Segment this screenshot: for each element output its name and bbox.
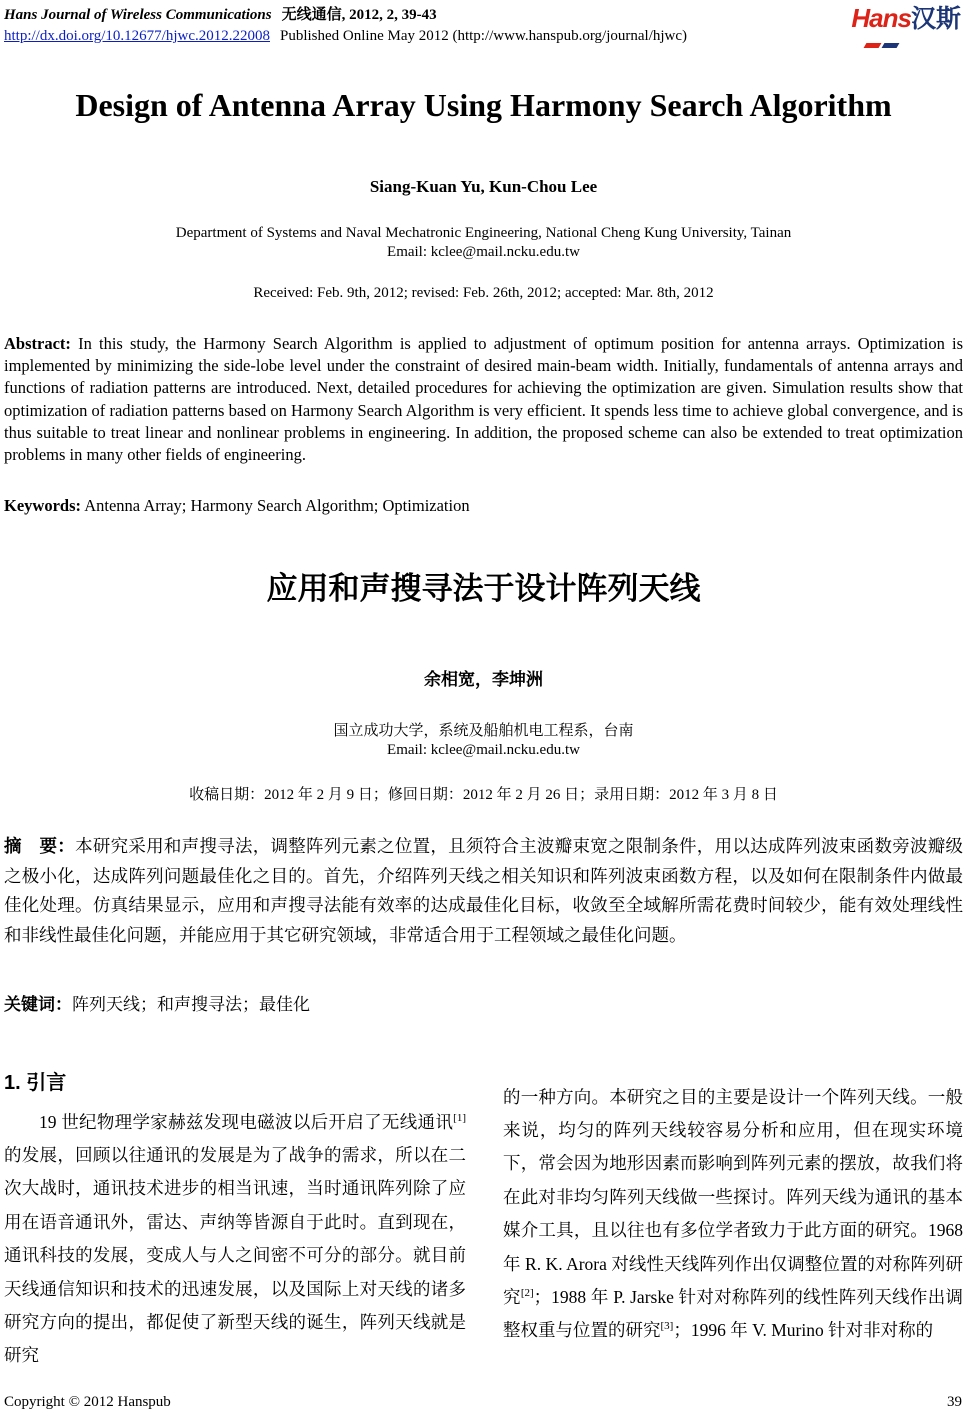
published-note: Published Online May 2012 (http://www.hanspub.org/journal/hjwc): [279, 28, 688, 44]
keywords-text: Antenna Array; Harmony Search Algorithm; Optimization: [81, 496, 470, 516]
paper-title-en: Design of Antenna Array Using Harmony Search Algorithm: [75, 87, 892, 123]
doi-line: [4, 26, 687, 47]
intro-text-segment: 的一种方向。本研究之目的主要是设计一个阵列天线。一般来说，均匀的阵列天线较容易分析和应用，但在现实环境下，常会因为地形因素而影响到阵列元素的摆放，故我们将在此对非均匀阵列天线做一些探讨。阵列天线为通讯的基本媒介工具，且以往也有多位学者致力于此方面的研究。1968 年 R. K. Arora 对线性天线阵列作出仅调整位置的对称阵列研究: [503, 1086, 963, 1308]
intro-text-segment: ；1996 年 V. Murino 针对非对称的: [673, 1320, 934, 1341]
received-dates-cn: 收稿日期：2012 年 2 月 9 日；修回日期：2012 年 2 月 26 日；录用日期：2012 年 3 月 8 日: [189, 787, 778, 804]
abstract-cn-text: 本研究采用和声搜寻法，调整阵列元素之位置，且须符合主波瓣束宽之限制条件，用以达成阵列波束函数旁波瓣级之极小化，达成阵列问题最佳化之目的。首先，介绍阵列天线之相关知识和阵列波束函数方程，以及如何在限制条件内做最佳化处理。仿真结果显示，应用和声搜寻法能有效率的达成最佳化目标，收敛至全域解所需花费时间较少，能有效处理线性和非线性最佳化问题，并能应用于其它研究领域，非常适合用于工程领域之最佳化问题。: [4, 836, 964, 945]
page-footer: [4, 1394, 962, 1411]
affiliation-en: Department of Systems and Naval Mechatronic Engineering, National Cheng Kung University, Tainan: [175, 225, 792, 241]
reference-2-marker: [2]: [520, 1287, 534, 1300]
keywords-cn: [4, 990, 963, 1015]
keywords-en: [4, 496, 963, 516]
hans-logo: [851, 5, 963, 36]
email-en: Email: kclee@mail.ncku.edu.tw: [387, 244, 580, 260]
journal-info: [4, 5, 687, 47]
paper-title-cn: 应用和声搜寻法于设计阵列天线: [266, 571, 701, 607]
keywords-label: Keywords:: [4, 496, 81, 516]
section-1-heading: 1. 引言: [4, 1071, 67, 1094]
section-1-paragraph-right: [503, 1081, 963, 1348]
keywords-cn-text: 阵列天线；和声搜寻法；最佳化: [72, 994, 310, 1014]
intro-text-segment: ；1988 年 P. Jarske 针对对称阵列的线性阵列天线作出调整权重与位置的研究: [503, 1287, 964, 1341]
abstract-cn-label: 摘 要：: [4, 836, 76, 857]
section-1-paragraph-left: [4, 1106, 466, 1373]
blue-slash-mark: [882, 43, 900, 48]
intro-text-segment: 的发展，回顾以往通讯的发展是为了战争的需求，所以在二次大战时，通讯技术进步的相当讯速，当时通讯阵列除了应用在语音通讯外，雷达、声纳等皆源自于此时。直到现在，通讯科技的发展，变成人与人之间密不可分的部分。就目前天线通信知识和技术的迅速发展，以及国际上对天线的诸多研究方向的提出，都促使了新型天线的诞生，阵列天线就是研究: [4, 1145, 466, 1366]
hans-logo-marks: [865, 31, 901, 37]
abstract-label: Abstract:: [4, 334, 71, 353]
reference-3-marker: [3]: [660, 1320, 674, 1333]
received-dates-en: Received: Feb. 9th, 2012; revised: Feb. 26th, 2012; accepted: Mar. 8th, 2012: [253, 285, 714, 301]
affiliation-cn: 国立成功大学，系统及船舶机电工程系，台南: [333, 723, 634, 740]
reference-1-marker: [1]: [453, 1111, 466, 1124]
authors-cn: 余相宽，李坤洲: [424, 670, 543, 690]
right-column: [503, 1066, 963, 1373]
abstract-text: In this study, the Harmony Search Algorithm is applied to adjustment of optimum position for antenna arrays. Optimization is implemented by minimizing the side-lobe level under the constraint of desired main-beam width. Initially, fundamentals of antenna arrays and functions of radiation patterns are introduced. Next, detailed procedures for achieving the optimization are given. Simulation results show that optimization of radiation patterns based on Harmony Search Algorithm is very efficient. It spends less time to achieve global convergence, and is thus suitable to treat linear and nonlinear problems in engineering. In addition, the proposed scheme can also be extended to treat optimization problems in many other fields of engineering.: [4, 334, 963, 465]
journal-title-en: Hans Journal of Wireless Communications: [4, 7, 272, 23]
doi-link[interactable]: http://dx.doi.org/10.12677/hjwc.2012.22008: [4, 28, 270, 44]
left-column: [4, 1066, 466, 1373]
keywords-cn-label: 关键词：: [4, 994, 72, 1014]
hans-logo-latin: Hans: [851, 3, 911, 33]
hans-logo-hanzi: 汉斯: [910, 5, 961, 33]
journal-title-line: [4, 5, 687, 26]
body-columns: [4, 1066, 963, 1373]
page-header: [4, 5, 963, 47]
abstract-cn: [4, 832, 963, 950]
email-cn: Email: kclee@mail.ncku.edu.tw: [387, 742, 580, 759]
abstract-en: [4, 333, 963, 466]
page-number: 39: [947, 1394, 962, 1410]
column-gap: [466, 1066, 503, 1373]
intro-text-segment: 19 世纪物理学家赫兹发现电磁波以后开启了无线通讯: [39, 1111, 454, 1132]
red-slash-mark: [864, 43, 882, 48]
journal-issue-cn: 无线通信, 2012, 2, 39-43: [281, 7, 437, 23]
authors-en: Siang-Kuan Yu, Kun-Chou Lee: [369, 177, 598, 196]
copyright-note: Copyright © 2012 Hanspub: [4, 1394, 171, 1410]
